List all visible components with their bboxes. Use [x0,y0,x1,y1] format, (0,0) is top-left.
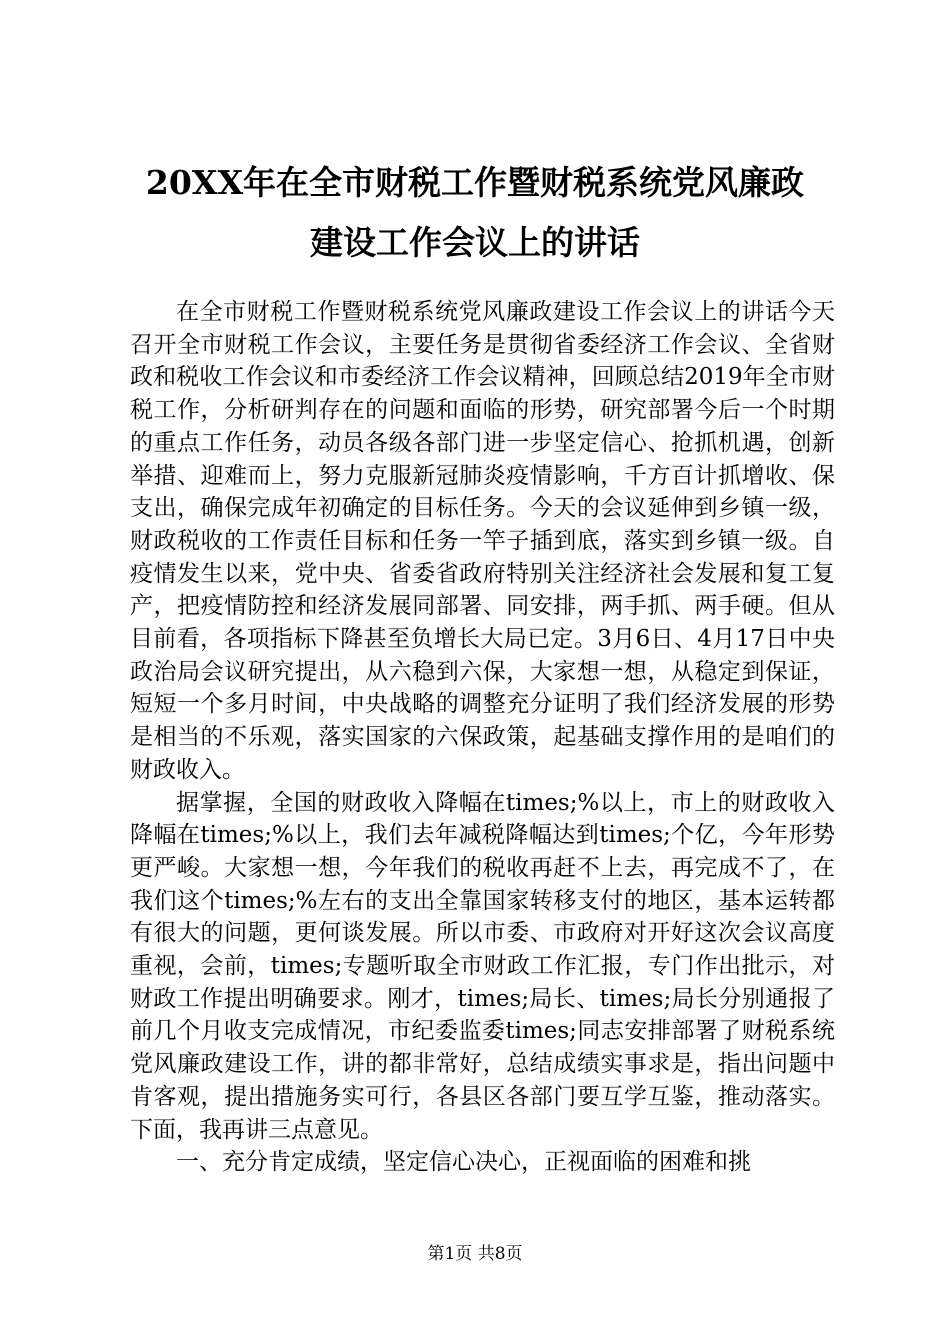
page-footer: 第1页 共8页 [427,1244,523,1264]
document-body [130,296,835,1179]
document-title-line-2: 建设工作会议上的讲话 [310,223,640,262]
document-title-line-1: 20XX年在全市财税工作暨财税系统党风廉政 [145,163,805,202]
paragraph-1: 在全市财税工作暨财税系统党风廉政建设工作会议上的讲话今天召开全市财税工作会议，主要任务是贯彻省委经济工作会议、全省财政和税收工作会议和市委经济工作会议精神，回顾总结2019年全市财税工作，分析研判存在的问题和面临的形势，研究部署今后一个时期的重点工作任务，动员各级各部门进一步坚定信心、抢抓机遇，创新举措、迎难而上，努力克服新冠肺炎疫情影响，千方百计抓增收、保支出，确保完成年初确定的目标任务。今天的会议延伸到乡镇一级，财政税收的工作责任目标和任务一竿子插到底，落实到乡镇一级。自疫情发生以来，党中央、省委省政府特别关注经济社会发展和复工复产，把疫情防控和经济发展同部署、同安排，两手抓、两手硬。但从目前看，各项指标下降甚至负增长大局已定。3月6日、4月17日中央政治局会议研究提出，从六稳到六保，大家想一想，从稳定到保证，短短一个多月时间，中央战略的调整充分证明了我们经济发展的形势是相当的不乐观，落实国家的六保政策，起基础支撑作用的是咱们的财政收入。 [130,299,835,783]
paragraph-3: 一、充分肯定成绩，坚定信心决心，正视面临的困难和挑 [176,1149,751,1176]
paragraph-2: 据掌握，全国的财政收入降幅在times;%以上，市上的财政收入降幅在times;%以上，我们去年减税降幅达到times;个亿，今年形势更严峻。大家想一想，今年我们的税收再赶不上去，再完成不了，在我们这个times;%左右的支出全靠国家转移支付的地区，基本运转都有很大的问题，更何谈发展。所以市委、市政府对开好这次会议高度重视，会前，times;专题听取全市财政工作汇报，专门作出批示，对财政工作提出明确要求。刚才，times;局长、times;局长分别通报了前几个月收支完成情况，市纪委监委times;同志安排部署了财税系统党风廉政建设工作，讲的都非常好，总结成绩实事求是，指出问题中肯客观，提出措施务实可行，各县区各部门要互学互鉴，推动落实。下面，我再讲三点意见。 [130,789,835,1143]
